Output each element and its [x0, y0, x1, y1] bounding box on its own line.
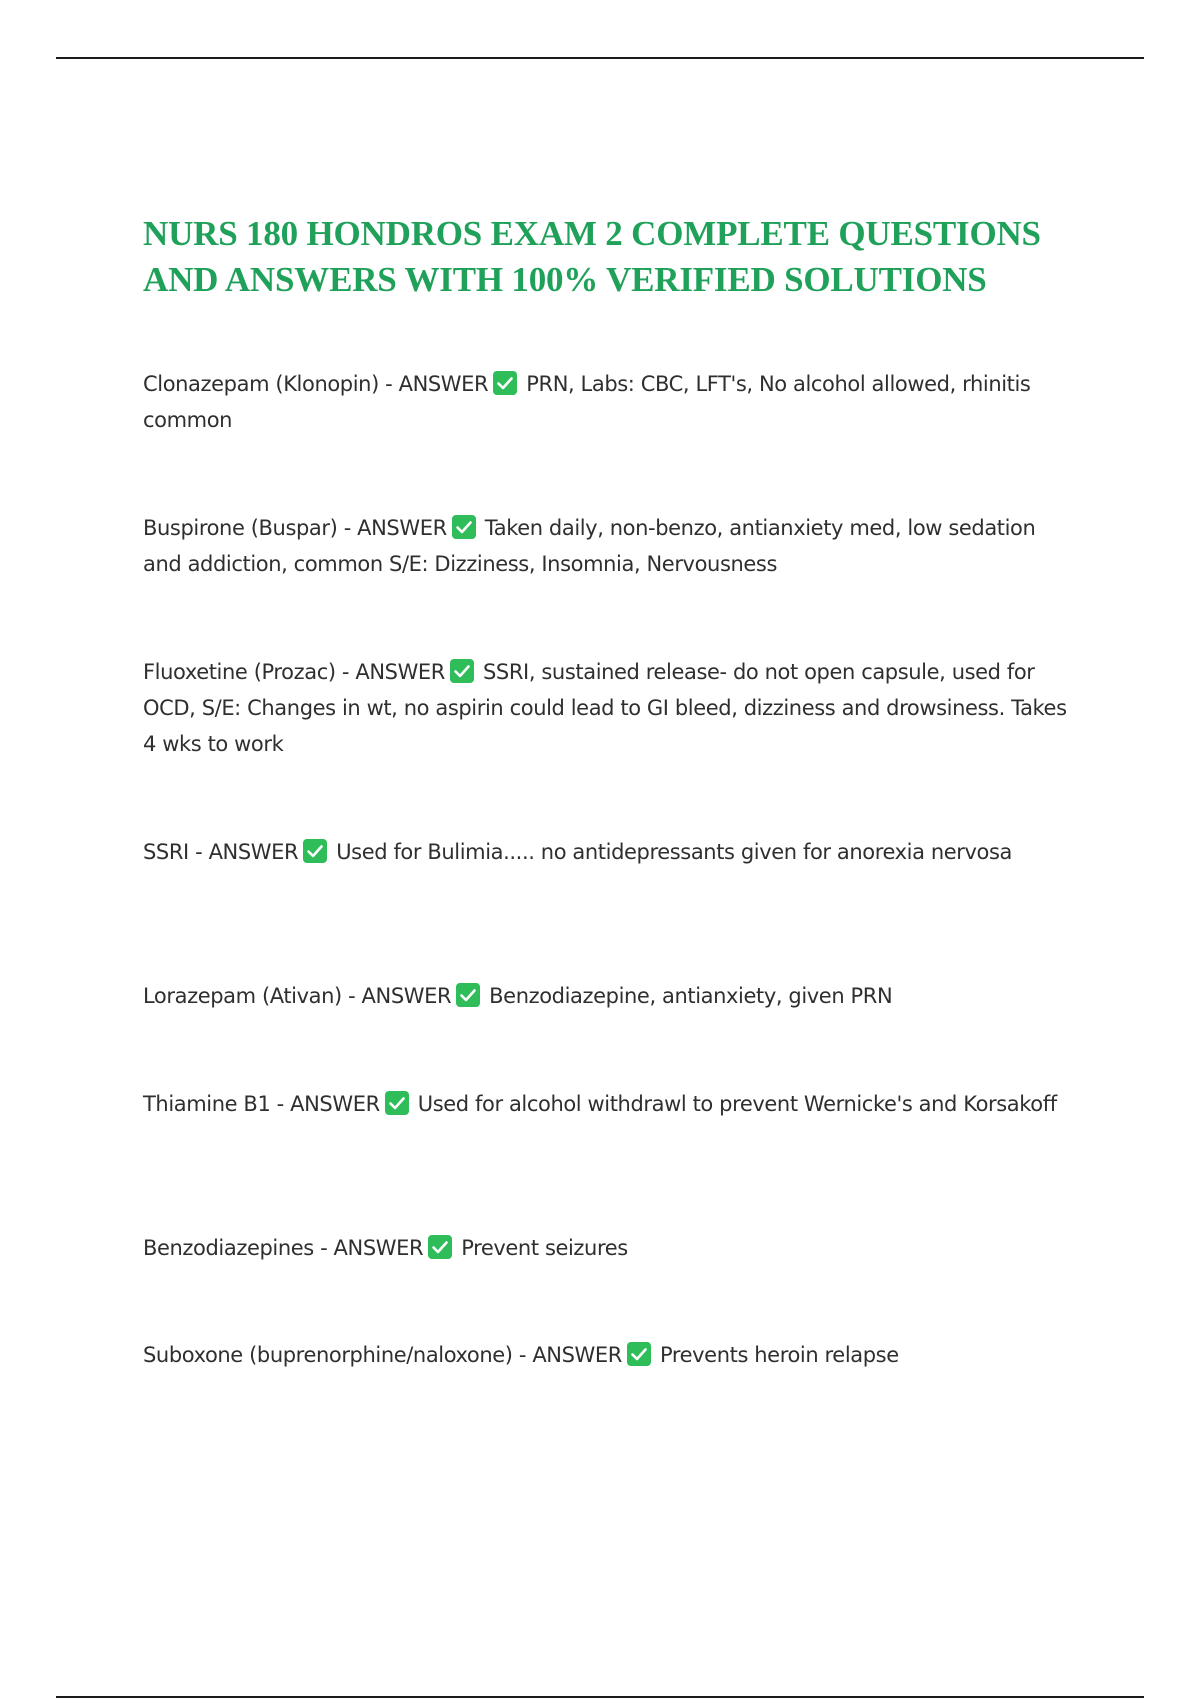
qa-term: Thiamine B1 - ANSWER: [143, 1092, 380, 1116]
qa-term: Buspirone (Buspar) - ANSWER: [143, 516, 447, 540]
qa-item: [143, 654, 1073, 762]
qa-item: [143, 978, 1073, 1014]
qa-item: [143, 366, 1073, 438]
title-line-2: AND ANSWERS WITH 100% VERIFIED SOLUTIONS: [143, 260, 987, 299]
qa-term: Lorazepam (Ativan) - ANSWER: [143, 984, 452, 1008]
check-icon: [492, 370, 518, 396]
qa-answer: Prevents heroin relapse: [659, 1343, 899, 1367]
qa-item: [143, 510, 1073, 582]
qa-term: Clonazepam (Klonopin) - ANSWER: [143, 372, 489, 396]
qa-answer: SSRI, sustained release- do not open capsule, used for OCD, S/E: Changes in wt, no aspirin could lead to GI bleed, dizziness and drowsiness. Takes 4 wks to work: [143, 660, 1067, 756]
qa-term: Suboxone (buprenorphine/naloxone) - ANSWER: [143, 1343, 622, 1367]
check-icon: [626, 1341, 652, 1367]
qa-term: SSRI - ANSWER: [143, 840, 299, 864]
qa-answer: Taken daily, non-benzo, antianxiety med, low sedation and addiction, common S/E: Dizziness, Insomnia, Nervousness: [143, 516, 1036, 576]
check-icon: [302, 838, 328, 864]
qa-term: Fluoxetine (Prozac) - ANSWER: [143, 660, 445, 684]
qa-answer: Used for alcohol withdrawl to prevent Wernicke's and Korsakoff: [417, 1092, 1057, 1116]
check-icon: [449, 658, 475, 684]
qa-item: [143, 1230, 1073, 1266]
check-icon: [384, 1090, 410, 1116]
bottom-rule: [56, 1696, 1144, 1698]
title-line-1: NURS 180 HONDROS EXAM 2 COMPLETE QUESTIONS: [143, 214, 1041, 253]
check-icon: [455, 982, 481, 1008]
qa-answer: Prevent seizures: [461, 1236, 628, 1260]
qa-answer: PRN, Labs: CBC, LFT's, No alcohol allowed, rhinitis common: [143, 372, 1031, 432]
qa-item: [143, 1086, 1073, 1122]
qa-item: [143, 834, 1073, 870]
document-title: [143, 211, 1103, 303]
qa-answer: Benzodiazepine, antianxiety, given PRN: [489, 984, 893, 1008]
top-rule: [56, 57, 1144, 59]
check-icon: [427, 1234, 453, 1260]
qa-term: Benzodiazepines - ANSWER: [143, 1236, 424, 1260]
qa-item: [143, 1337, 1073, 1373]
check-icon: [451, 514, 477, 540]
qa-answer: Used for Bulimia..... no antidepressants given for anorexia nervosa: [336, 840, 1013, 864]
